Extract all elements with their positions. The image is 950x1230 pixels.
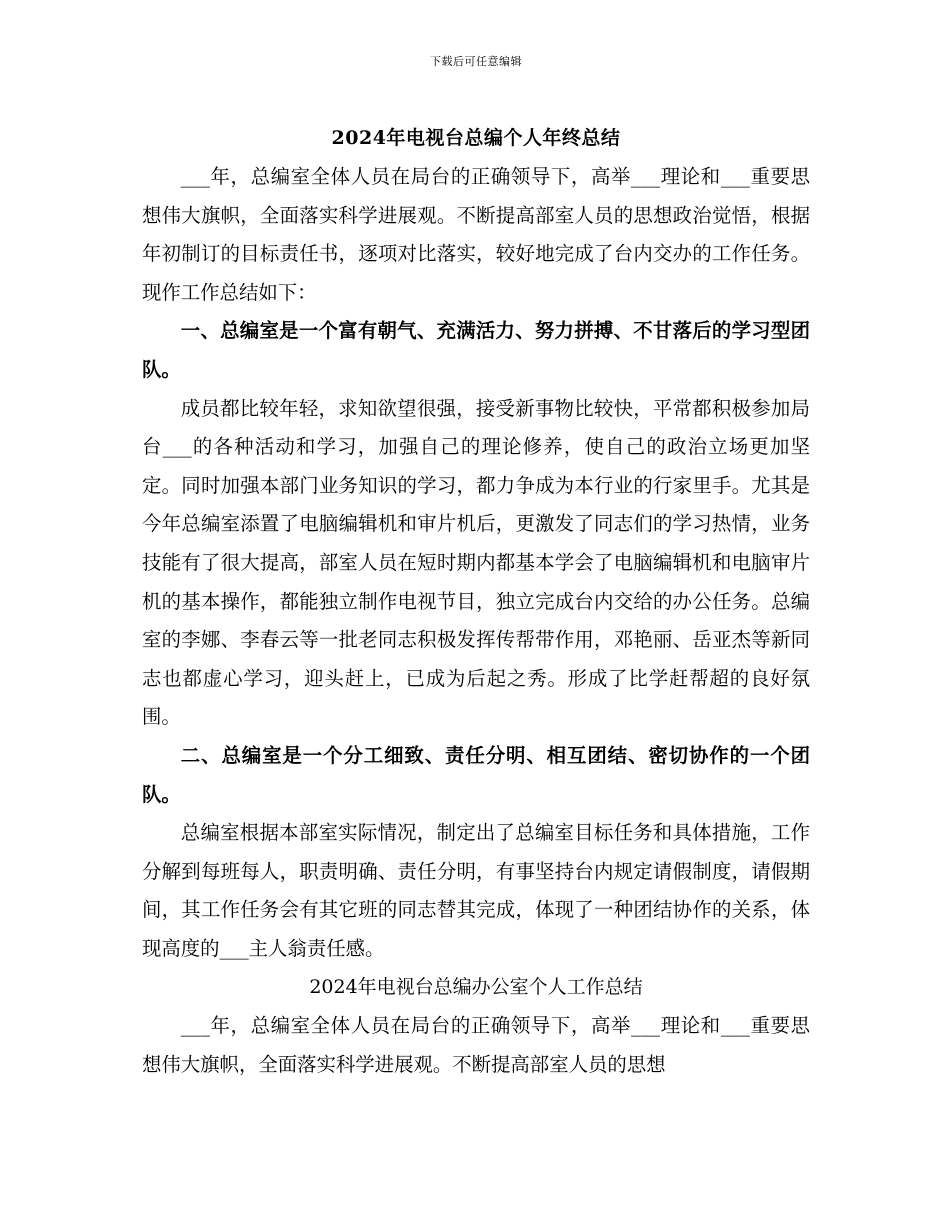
section-body-2: 总编室根据本部室实际情况，制定出了总编室目标任务和具体措施，工作分解到每班每人，职责明确、责任分明，有事坚持台内规定请假制度，请假期间，其工作任务会有其它班的同志替其完成，体现了一种团结协作的关系，体现高度的___主人翁责任感。 [142, 821, 810, 960]
section-body-1: 成员都比较年轻，求知欲望很强，接受新事物比较快，平常都积极参加局台___的各种活动和学习，加强自己的理论修养，使自己的政治立场更加坚定。同时加强本部门业务知识的学习，都力争成为本行业的行家里手。尤其是今年总编室添置了电脑编辑机和审片机后，更激发了同志们的学习热情，业务技能有了很大提高，部室人员在短时期内都基本学会了电脑编辑机和电脑审片机的基本操作，都能独立制作电视节目，独立完成台内交给的办公任务。总编室的李娜、李春云等一批老同志积极发挥传帮带作用，邓艳丽、岳亚杰等新同志也都虚心学习，迎头赶上，已成为后起之秀。形成了比学赶帮超的良好氛围。 [142, 396, 810, 729]
intro-paragraph: ___年，总编室全体人员在局台的正确领导下，高举___理论和___重要思想伟大旗帜，全面落实科学进展观。不断提高部室人员的思想政治觉悟，根据年初制订的目标责任书，逐项对比落实，较好地完成了台内交办的工作任务。现作工作总结如下： [142, 165, 810, 304]
section-heading-2: 二、总编室是一个分工细致、责任分明、相互团结、密切协作的一个团队。 [142, 743, 810, 806]
header-note: 下载后可任意编辑 [430, 55, 522, 68]
second-intro-paragraph: ___年，总编室全体人员在局台的正确领导下，高举___理论和___重要思想伟大旗帜，全面落实科学进展观。不断提高部室人员的思想 [142, 1014, 810, 1076]
section-heading-1: 一、总编室是一个富有朝气、充满活力、努力拼搏、不甘落后的学习型团队。 [142, 319, 810, 381]
document-title: 2024年电视台总编个人年终总结 [331, 127, 621, 149]
second-document-title: 2024年电视台总编办公室个人工作总结 [309, 976, 643, 999]
